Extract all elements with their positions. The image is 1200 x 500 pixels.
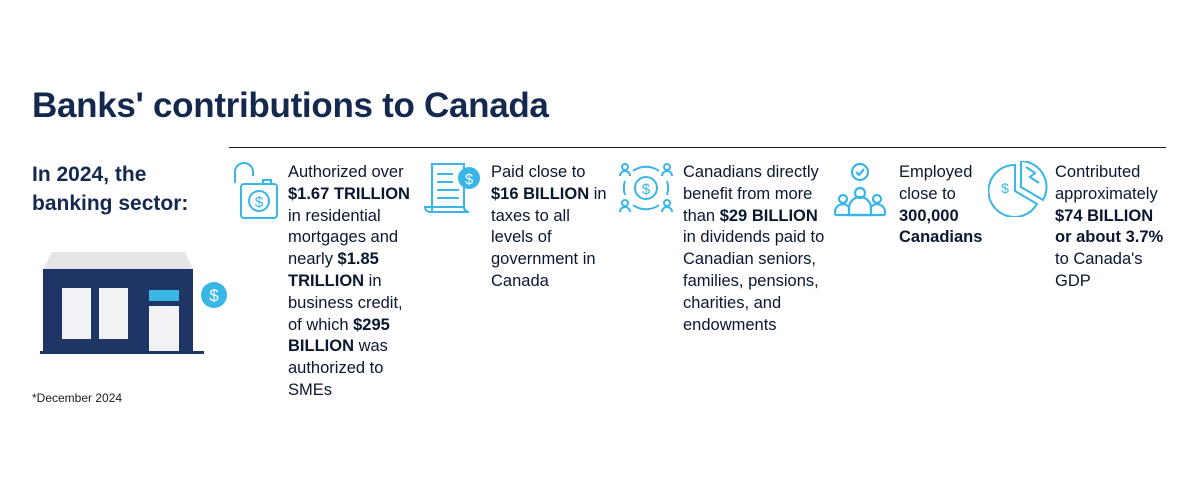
stat-highlight: 300,000 Canadians	[899, 206, 983, 247]
page-title: Banks' contributions to Canada	[32, 86, 549, 125]
stat-highlight: $1.67 TRILLION	[288, 184, 410, 203]
stat-text-run: Contributed approximately	[1055, 163, 1158, 203]
dividends-people-icon	[617, 161, 675, 217]
stat-text	[491, 162, 609, 293]
stat-text-run: Paid close to	[491, 163, 586, 181]
footnote: *December 2024	[32, 391, 123, 405]
svg-text:$: $	[209, 286, 219, 305]
intro-lead: In 2024, the banking sector:	[32, 163, 189, 215]
stat-text-run: was authorized to SMEs	[288, 337, 388, 399]
padlock-dollar-icon	[229, 161, 279, 221]
stat-text	[683, 162, 829, 336]
tax-document-icon	[423, 161, 485, 217]
stat-text-run: in residential mortgages and nearly	[288, 206, 399, 269]
stat-text-run: to Canada's GDP	[1055, 250, 1143, 290]
stat-text-run: in taxes to all levels of government in Canada	[491, 184, 607, 290]
svg-text:$: $	[641, 181, 651, 198]
stat-text	[1055, 162, 1167, 293]
employees-icon	[833, 161, 887, 217]
stat-highlight: $29 BILLION	[719, 206, 818, 225]
stat-highlight: $1.85 TRILLION	[288, 250, 379, 290]
stat-text-run: Canadians directly benefit from more than	[683, 163, 819, 225]
stat-text	[899, 162, 999, 249]
header-divider	[229, 147, 1166, 148]
stat-text-run: in business credit, of which	[288, 271, 403, 334]
stat-text-run: Employed close to	[899, 163, 973, 203]
pie-chart-dollar-icon	[988, 161, 1048, 217]
svg-text:$: $	[254, 194, 264, 211]
bank-building-icon	[40, 250, 230, 356]
stat-highlight: $16 BILLION	[491, 184, 590, 203]
stat-highlight: $295 BILLION	[288, 315, 390, 356]
svg-text:$: $	[1001, 180, 1009, 196]
stat-text-run: Authorized over	[288, 163, 404, 181]
svg-text:$: $	[464, 171, 474, 188]
stat-text-run: in dividends paid to Canadian seniors, families, pensions, charities, and endowments	[683, 228, 825, 334]
stat-highlight: $74 BILLION or about 3.7%	[1055, 206, 1164, 247]
stat-text	[288, 162, 420, 402]
